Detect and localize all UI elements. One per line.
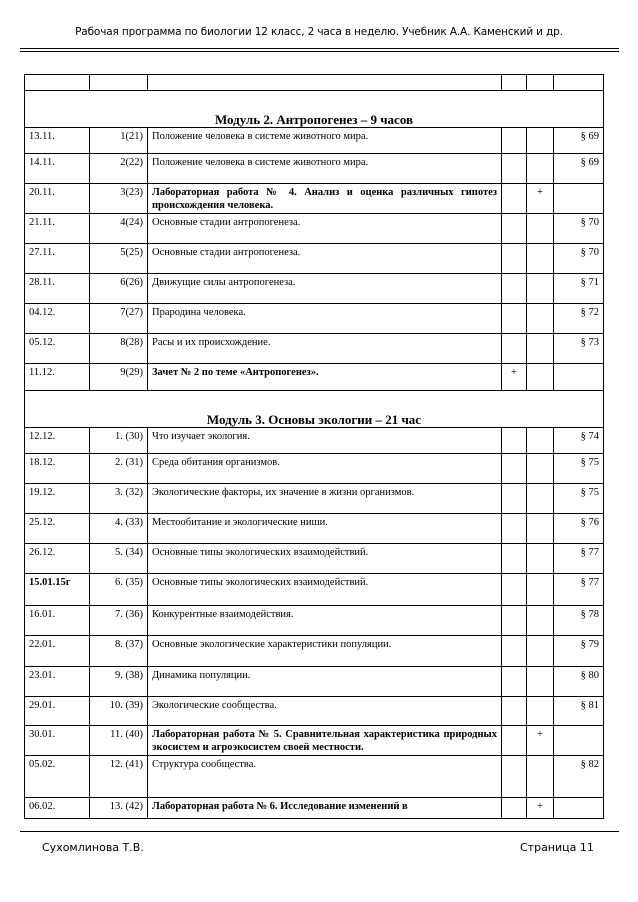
textbook-paragraph: § 82 — [554, 756, 604, 798]
lesson-topic: Расы и их происхождение. — [148, 334, 502, 364]
test-mark — [502, 667, 527, 697]
textbook-paragraph: § 72 — [554, 304, 604, 334]
lesson-number: 9(29) — [90, 364, 148, 391]
lesson-date: 15.01.15г — [25, 574, 90, 606]
empty-cell — [527, 75, 554, 91]
lab-mark — [527, 544, 554, 574]
lesson-topic: Конкурентные взаимодействия. — [148, 606, 502, 636]
lesson-date: 20.11. — [25, 184, 90, 214]
lesson-topic: Движущие силы антропогенеза. — [148, 274, 502, 304]
empty-cell — [502, 75, 527, 91]
footer-author: Сухомлинова Т.В. — [42, 841, 144, 854]
lesson-topic: Основные типы экологических взаимодействий. — [148, 574, 502, 606]
lesson-topic: Лабораторная работа № 5. Сравнительная характеристика природных экосистем и агроэкосистем своей местности. — [148, 726, 502, 756]
table-row — [25, 214, 604, 244]
table-row — [25, 636, 604, 667]
lab-mark — [527, 756, 554, 798]
test-mark — [502, 636, 527, 667]
footer-page-number: Страница 11 — [520, 841, 594, 854]
textbook-paragraph — [554, 184, 604, 214]
table-row — [25, 606, 604, 636]
lesson-date: 16.01. — [25, 606, 90, 636]
lesson-number: 6(26) — [90, 274, 148, 304]
textbook-paragraph: § 69 — [554, 154, 604, 184]
module-title: Модуль 3. Основы экологии – 21 час — [25, 391, 604, 428]
test-mark: + — [502, 364, 527, 391]
lab-mark — [527, 667, 554, 697]
lesson-number: 2(22) — [90, 154, 148, 184]
table-row — [25, 454, 604, 484]
lesson-number: 13. (42) — [90, 798, 148, 819]
header-rule-2 — [20, 51, 619, 52]
table-row — [25, 274, 604, 304]
lab-mark — [527, 574, 554, 606]
lesson-number: 7. (36) — [90, 606, 148, 636]
lesson-number: 3(23) — [90, 184, 148, 214]
lab-mark — [527, 128, 554, 154]
table-row — [25, 544, 604, 574]
lesson-date: 19.12. — [25, 484, 90, 514]
test-mark — [502, 154, 527, 184]
lesson-number: 6. (35) — [90, 574, 148, 606]
test-mark — [502, 798, 527, 819]
lab-mark: + — [527, 184, 554, 214]
lesson-date: 13.11. — [25, 128, 90, 154]
lab-mark — [527, 244, 554, 274]
module-title: Модуль 2. Антропогенез – 9 часов — [25, 91, 604, 128]
table-row — [25, 184, 604, 214]
lesson-number: 3. (32) — [90, 484, 148, 514]
lesson-date: 23.01. — [25, 667, 90, 697]
lab-mark — [527, 428, 554, 454]
lesson-topic: Прародина человека. — [148, 304, 502, 334]
lesson-topic: Экологические факторы, их значение в жизни организмов. — [148, 484, 502, 514]
test-mark — [502, 304, 527, 334]
test-mark — [502, 756, 527, 798]
textbook-paragraph: § 77 — [554, 544, 604, 574]
lesson-topic: Лабораторная работа № 4. Анализ и оценка различных гипотез происхождения человека. — [148, 184, 502, 214]
table-row — [25, 697, 604, 726]
lab-mark — [527, 514, 554, 544]
lab-mark — [527, 214, 554, 244]
module-heading-row — [25, 91, 604, 128]
textbook-paragraph: § 80 — [554, 667, 604, 697]
lab-mark — [527, 484, 554, 514]
test-mark — [502, 697, 527, 726]
lesson-number: 4(24) — [90, 214, 148, 244]
empty-cell — [148, 75, 502, 91]
test-mark — [502, 726, 527, 756]
lesson-number: 11. (40) — [90, 726, 148, 756]
lesson-number: 4. (33) — [90, 514, 148, 544]
table-header-row — [25, 75, 604, 91]
lesson-topic: Основные экологические характеристики популяции. — [148, 636, 502, 667]
lesson-number: 5. (34) — [90, 544, 148, 574]
lab-mark — [527, 697, 554, 726]
textbook-paragraph — [554, 798, 604, 819]
table-row — [25, 128, 604, 154]
lesson-topic: Экологические сообщества. — [148, 697, 502, 726]
lab-mark — [527, 334, 554, 364]
lesson-number: 8. (37) — [90, 636, 148, 667]
textbook-paragraph: § 75 — [554, 484, 604, 514]
textbook-paragraph: § 76 — [554, 514, 604, 544]
textbook-paragraph: § 79 — [554, 636, 604, 667]
lesson-date: 04.12. — [25, 304, 90, 334]
test-mark — [502, 484, 527, 514]
test-mark — [502, 184, 527, 214]
lesson-topic: Зачет № 2 по теме «Антропогенез». — [148, 364, 502, 391]
footer-rule — [20, 831, 619, 832]
lesson-topic: Среда обитания организмов. — [148, 454, 502, 484]
table-row — [25, 667, 604, 697]
textbook-paragraph — [554, 364, 604, 391]
lab-mark — [527, 454, 554, 484]
lesson-topic: Структура сообщества. — [148, 756, 502, 798]
test-mark — [502, 514, 527, 544]
textbook-paragraph: § 73 — [554, 334, 604, 364]
lesson-date: 26.12. — [25, 544, 90, 574]
textbook-paragraph: § 71 — [554, 274, 604, 304]
test-mark — [502, 544, 527, 574]
table-row — [25, 334, 604, 364]
lesson-topic: Положение человека в системе животного мира. — [148, 128, 502, 154]
lesson-date: 25.12. — [25, 514, 90, 544]
empty-cell — [90, 75, 148, 91]
lesson-topic: Основные стадии антропогенеза. — [148, 214, 502, 244]
table-row — [25, 304, 604, 334]
textbook-paragraph: § 77 — [554, 574, 604, 606]
lesson-date: 05.12. — [25, 334, 90, 364]
table-row — [25, 244, 604, 274]
table-row — [25, 428, 604, 454]
table-row — [25, 726, 604, 756]
lesson-number: 1(21) — [90, 128, 148, 154]
lesson-topic: Положение человека в системе животного мира. — [148, 154, 502, 184]
lesson-date: 28.11. — [25, 274, 90, 304]
page-header: Рабочая программа по биологии 12 класс, 2 часа в неделю. Учебник А.А. Каменский и др. — [75, 26, 563, 38]
header-rule — [20, 48, 619, 49]
test-mark — [502, 574, 527, 606]
test-mark — [502, 128, 527, 154]
lesson-date: 18.12. — [25, 454, 90, 484]
lab-mark — [527, 606, 554, 636]
lesson-number: 12. (41) — [90, 756, 148, 798]
test-mark — [502, 334, 527, 364]
textbook-paragraph: § 75 — [554, 454, 604, 484]
empty-cell — [25, 75, 90, 91]
lesson-date: 12.12. — [25, 428, 90, 454]
lab-mark — [527, 274, 554, 304]
lesson-date: 11.12. — [25, 364, 90, 391]
lesson-date: 06.02. — [25, 798, 90, 819]
lesson-topic: Местообитание и экологические ниши. — [148, 514, 502, 544]
test-mark — [502, 428, 527, 454]
textbook-paragraph: § 70 — [554, 214, 604, 244]
textbook-paragraph: § 74 — [554, 428, 604, 454]
test-mark — [502, 244, 527, 274]
textbook-paragraph: § 81 — [554, 697, 604, 726]
lesson-number: 2. (31) — [90, 454, 148, 484]
lesson-topic: Основные типы экологических взаимодействий. — [148, 544, 502, 574]
lesson-number: 10. (39) — [90, 697, 148, 726]
test-mark — [502, 454, 527, 484]
lesson-topic: Основные стадии антропогенеза. — [148, 244, 502, 274]
lesson-date: 30.01. — [25, 726, 90, 756]
lesson-date: 21.11. — [25, 214, 90, 244]
lab-mark — [527, 304, 554, 334]
lesson-date: 14.11. — [25, 154, 90, 184]
table-row — [25, 154, 604, 184]
test-mark — [502, 606, 527, 636]
lab-mark: + — [527, 726, 554, 756]
table-row — [25, 484, 604, 514]
lab-mark: + — [527, 798, 554, 819]
textbook-paragraph: § 70 — [554, 244, 604, 274]
textbook-paragraph: § 69 — [554, 128, 604, 154]
test-mark — [502, 274, 527, 304]
test-mark — [502, 214, 527, 244]
lab-mark — [527, 636, 554, 667]
empty-cell — [554, 75, 604, 91]
lab-mark — [527, 364, 554, 391]
lesson-number: 7(27) — [90, 304, 148, 334]
table-row — [25, 364, 604, 391]
lesson-topic: Лабораторная работа № 6. Исследование изменений в — [148, 798, 502, 819]
module-heading-row — [25, 391, 604, 428]
lesson-plan-table — [24, 74, 604, 819]
textbook-paragraph — [554, 726, 604, 756]
lab-mark — [527, 154, 554, 184]
lesson-topic: Что изучает экология. — [148, 428, 502, 454]
lesson-date: 29.01. — [25, 697, 90, 726]
table-row — [25, 798, 604, 819]
table-row — [25, 574, 604, 606]
lesson-date: 05.02. — [25, 756, 90, 798]
lesson-number: 9. (38) — [90, 667, 148, 697]
table-row — [25, 756, 604, 798]
lesson-date: 22.01. — [25, 636, 90, 667]
lesson-date: 27.11. — [25, 244, 90, 274]
lesson-topic: Динамика популяции. — [148, 667, 502, 697]
textbook-paragraph: § 78 — [554, 606, 604, 636]
lesson-number: 5(25) — [90, 244, 148, 274]
lesson-number: 1. (30) — [90, 428, 148, 454]
table-row — [25, 514, 604, 544]
lesson-number: 8(28) — [90, 334, 148, 364]
